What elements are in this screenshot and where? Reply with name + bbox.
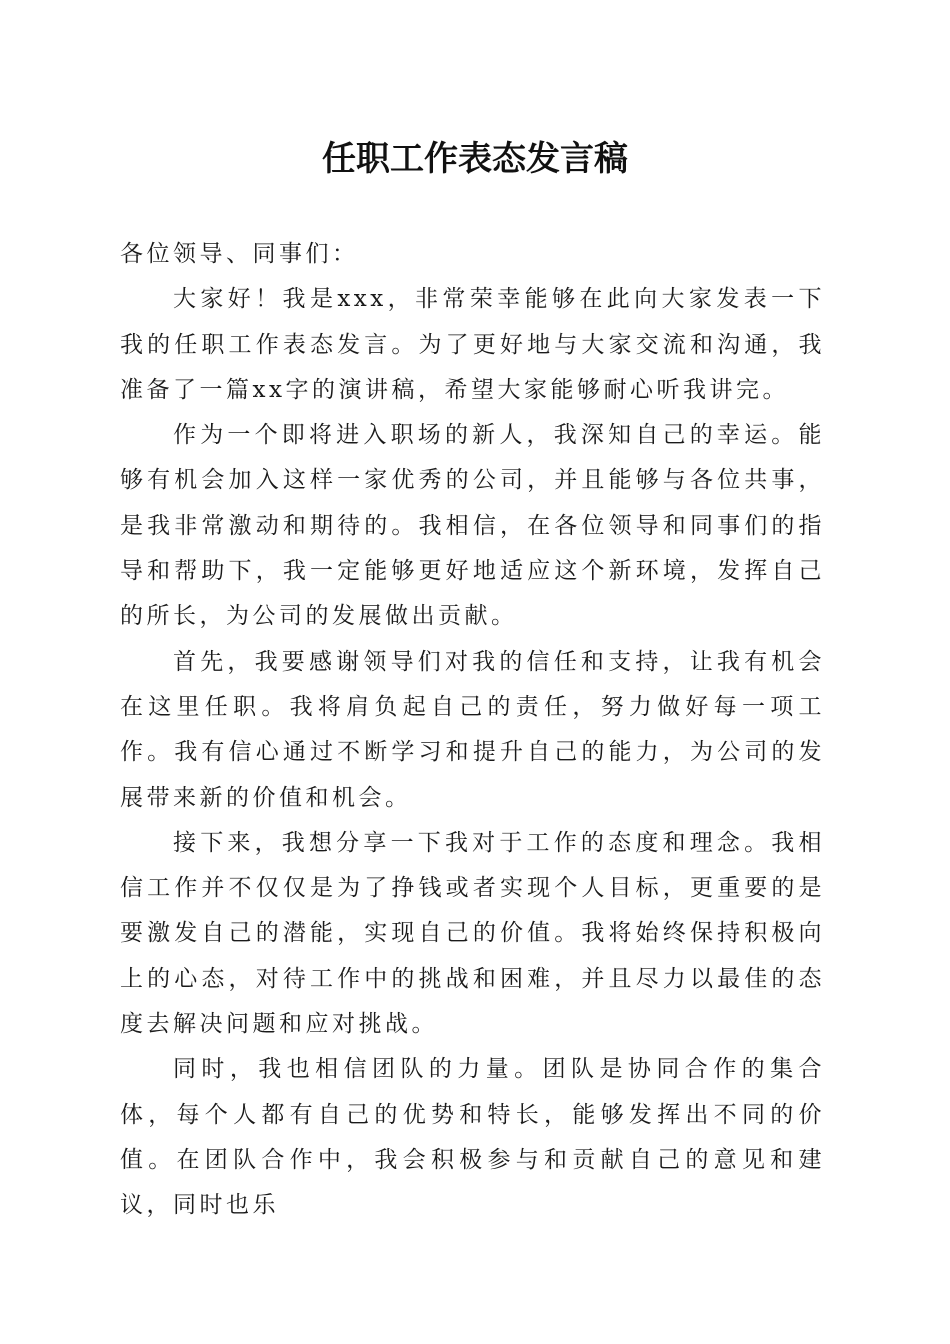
- salutation: 各位领导、同事们：: [120, 241, 359, 267]
- paragraph: 同时，我也相信团队的力量。团队是协同合作的集合体，每个人都有自己的优势和特长，能够发挥出不同的价值。在团队合作中，我会积极参与和贡献自己的意见和建议，同时也乐: [120, 1056, 825, 1219]
- paragraph: 首先，我要感谢领导们对我的信任和支持，让我有机会在这里任职。我将肩负起自己的责任，努力做好每一项工作。我有信心通过不断学习和提升自己的能力，为公司的发展带来新的价值和机会。: [120, 648, 825, 811]
- document-body: [120, 232, 825, 1229]
- paragraph: 作为一个即将进入职场的新人，我深知自己的幸运。能够有机会加入这样一家优秀的公司，并且能够与各位共事，是我非常激动和期待的。我相信，在各位领导和同事们的指导和帮助下，我一定能够更好地适应这个新环境，发挥自己的所长，为公司的发展做出贡献。: [120, 422, 825, 630]
- paragraph: 大家好！我是xxx，非常荣幸能够在此向大家发表一下我的任职工作表态发言。为了更好地与大家交流和沟通，我准备了一篇xx字的演讲稿，希望大家能够耐心听我讲完。: [120, 286, 825, 403]
- document-title: 任职工作表态发言稿: [322, 139, 628, 179]
- paragraph: 接下来，我想分享一下我对于工作的态度和理念。我相信工作并不仅仅是为了挣钱或者实现个人目标，更重要的是要激发自己的潜能，实现自己的价值。我将始终保持积极向上的心态，对待工作中的挑战和困难，并且尽力以最佳的态度去解决问题和应对挑战。: [120, 829, 825, 1038]
